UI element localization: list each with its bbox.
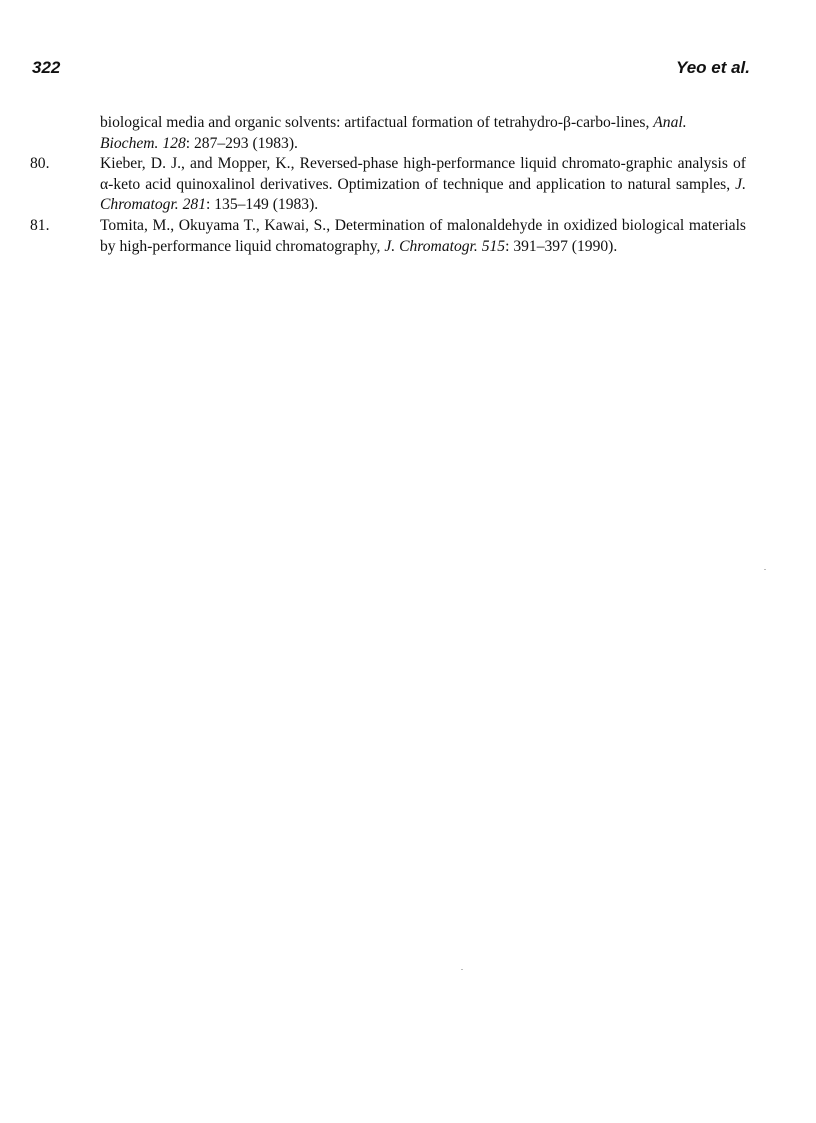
journal-name: J. Chromatogr.: [100, 175, 746, 214]
scan-speck: [461, 969, 463, 970]
scan-speck: [764, 569, 766, 570]
reference-item: [30, 154, 746, 216]
running-header: [32, 56, 750, 80]
reference-number: 80.: [30, 155, 50, 173]
reference-pages-year: : 391–397 (1990).: [505, 237, 618, 255]
reference-pages-year: : 287–293 (1983).: [185, 134, 298, 152]
reference-pages-year: : 135–149 (1983).: [206, 196, 319, 214]
journal-volume: 128: [162, 134, 186, 152]
reference-body: [100, 154, 746, 216]
page-number: 322: [32, 58, 61, 77]
reference-text: Kieber, D. J., and Mopper, K., Reversed-phase high-performance liquid chromato-graphic analysis of α-keto acid quinoxalinol derivatives. Optimization of technique and application to natural samples,: [100, 155, 746, 193]
reference-text: Tomita, M., Okuyama T., Kawai, S., Determination of malonaldehyde in oxidized biological materials by high-performance liquid chromatography,: [100, 216, 746, 255]
journal-name: Anal. Biochem.: [100, 114, 687, 152]
journal-volume: 515: [481, 237, 506, 255]
running-head-authors: Yeo et al.: [675, 58, 750, 77]
reference-text: biological media and organic solvents: artifactual formation of tetrahydro-β-carbo-lines,: [100, 114, 654, 131]
reference-number: 81.: [30, 216, 50, 234]
journal-name: J. Chromatogr.: [384, 237, 478, 255]
reference-list: [30, 113, 746, 257]
reference-body: [100, 216, 746, 257]
journal-volume: 281: [182, 196, 207, 214]
reference-continued: [30, 113, 746, 154]
reference-item: [30, 216, 746, 257]
